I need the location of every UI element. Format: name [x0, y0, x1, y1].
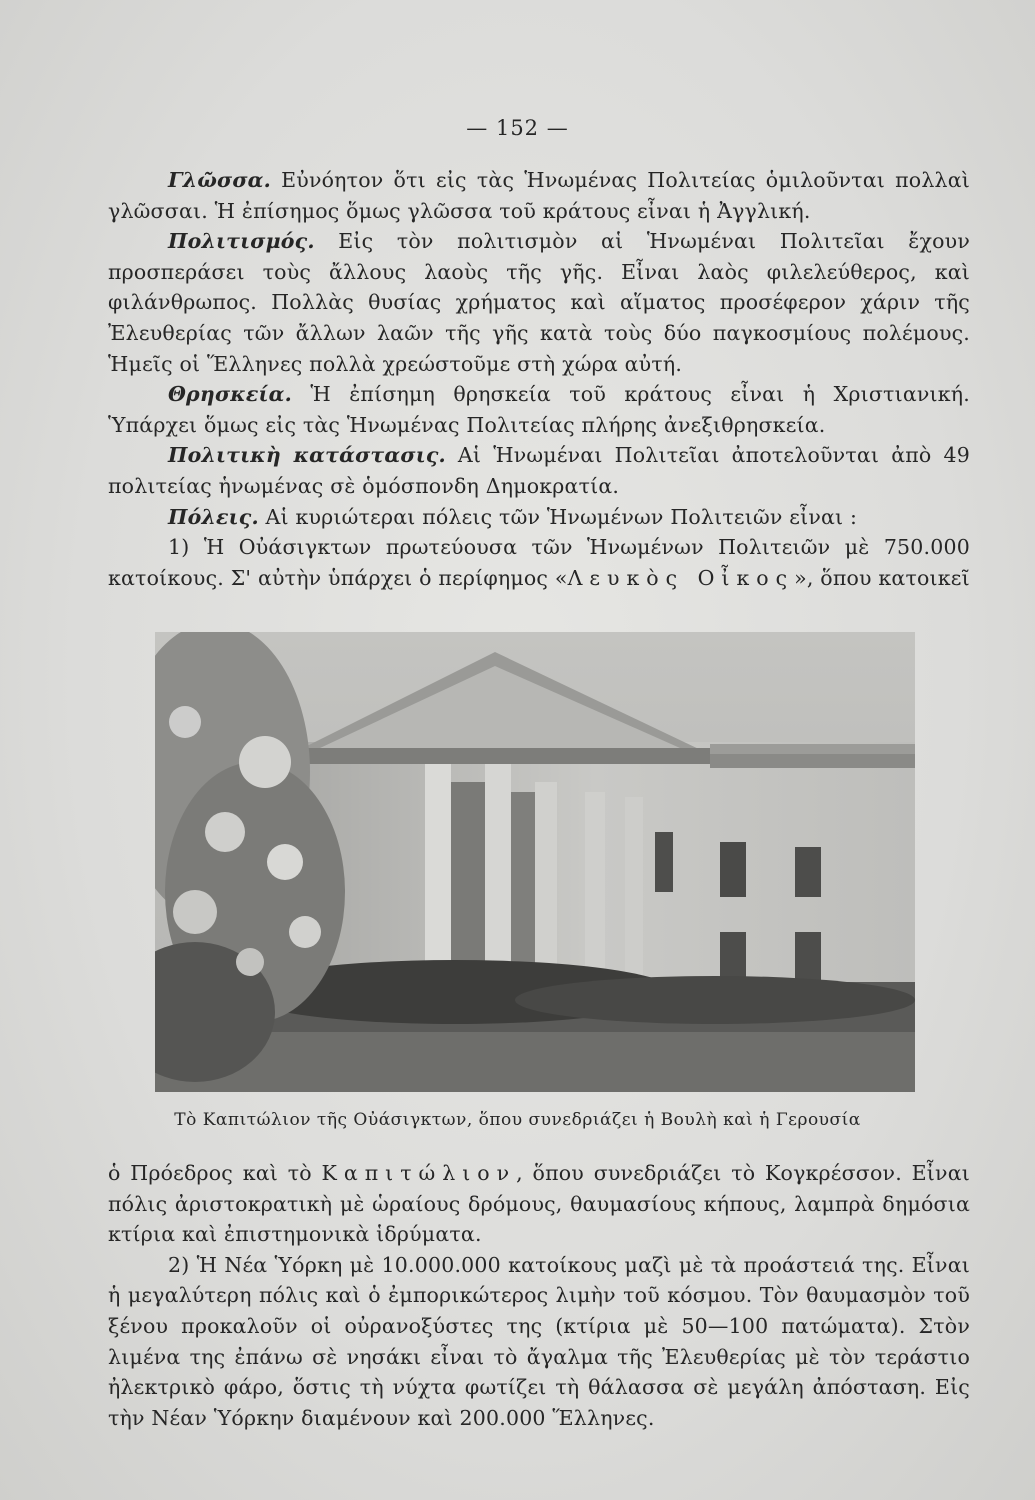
text-cities: Αἱ κυριώτεραι πόλεις τῶν Ἡνωμένων Πολιτειῶν εἶναι : — [258, 504, 858, 529]
text-political-state: Αἱ Ἡνωμέναι Πολιτεῖαι ἀποτελοῦνται ἀπὸ 49 πολιτείας ἡνωμένας σὲ ὁμόσπονδη Δημοκρατία. — [108, 443, 970, 498]
text-capitol: Καπιτώλιον — [321, 1161, 517, 1185]
paragraph-language — [108, 165, 970, 226]
text-continuation-1: ὁ Πρόεδρος καὶ τὸ — [108, 1161, 322, 1185]
heading-civilization: Πολιτισμός. — [168, 229, 315, 254]
page-number: — 152 — — [466, 116, 569, 140]
photo-caption: Τὸ Καπιτώλιον τῆς Οὐάσιγκτων, ὅπου συνεδριάζει ἡ Βουλὴ καὶ ἡ Γερουσία — [174, 1110, 861, 1130]
paragraph-cities — [108, 502, 970, 533]
top-text-block — [108, 165, 970, 593]
capitol-photo — [155, 632, 915, 1092]
text-civilization: Εἰς τὸν πολιτισμὸν αἱ Ἡνωμέναι Πολιτεῖαι ἔχουν προσπεράσει τοὺς ἄλλους λαοὺς τῆς γῆς. Εἶναι λαὸς φιλελεύθερος, καὶ φιλάνθρωπος. Πολλὰς θυσίας χρήματος καὶ αἵματος προσέφερον χάριν τῆς Ἐλευθερίας τῶν ἄλλων λαῶν τῆς γῆς κατὰ τοὺς δύο παγκοσμίους πολέμους. Ἡμεῖς οἱ Ἕλληνες πολλὰ χρεώστοῦμε στὴ χώρα αὐτή. — [108, 229, 970, 376]
text-washington-2: », ὅπου κατοικεῖ — [794, 565, 970, 590]
text-white-house: Λευκὸς Οἶκος — [567, 565, 795, 590]
bottom-text-block — [108, 1158, 970, 1433]
paragraph-religion — [108, 379, 970, 440]
heading-language: Γλῶσσα. — [168, 168, 271, 192]
text-washington-1: 1) Ἡ Οὐάσιγκτων πρωτεύουσα τῶν Ἡνωμένων Πολιτειῶν μὲ 750.000 κατοίκους. Σ' αὐτὴν ὑπάρχει ὁ περίφημος « — [108, 535, 970, 590]
text-continuation-2: , ὅπου συνεδριάζει τὸ Κογκρέσσον. Εἶναι πόλις ἀριστοκρατικὴ μὲ ὡραίους δρόμους, θαυμασίους κήπους, λαμπρὰ δημόσια κτίρια καὶ ἐπιστημονικὰ ἱδρύματα. — [108, 1161, 970, 1247]
heading-cities: Πόλεις. — [168, 504, 259, 529]
paragraph-political-state — [108, 440, 970, 501]
heading-religion: Θρησκεία. — [168, 382, 292, 407]
paragraph-washington — [108, 532, 970, 593]
heading-political-state: Πολιτικὴ κατάστασις. — [168, 443, 446, 468]
capitol-building-image — [155, 632, 915, 1092]
paragraph-continuation — [108, 1158, 970, 1250]
paragraph-civilization — [108, 226, 970, 379]
paragraph-new-york: 2) Ἡ Νέα Ὑόρκη μὲ 10.000.000 κατοίκους μαζὶ μὲ τὰ προάστειά της. Εἶναι ἡ μεγαλύτερη πόλις καὶ ὁ ἐμπορικώτερος λιμὴν τοῦ κόσμου. Τὸν θαυμασμὸν τοῦ ξένου προκαλοῦν οἱ οὐρανοξύστες της (κτίρια μὲ 50—100 πατώματα). Στὸν λιμένα της ἐπάνω σὲ νησάκι εἶναι τὸ ἄγαλμα τῆς Ἐλευθερίας μὲ τὸν τεράστιο ἠλεκτρικὸ φάρο, ὅστις τὴ νύχτα φωτίζει τὴ θάλασσα σὲ μεγάλη ἀπόσταση. Εἰς τὴν Νέαν Ὑόρκην διαμένουν καὶ 200.000 Ἕλληνες. — [108, 1252, 970, 1430]
text-language: Εὐνόητον ὅτι εἰς τὰς Ἡνωμένας Πολιτείας ὁμιλοῦνται πολλαὶ γλῶσσαι. Ἡ ἐπίσημος ὅμως γλῶσσα τοῦ κράτους εἶναι ἡ Ἀγγλική. — [108, 168, 970, 223]
text-religion: Ἡ ἐπίσημη θρησκεία τοῦ κράτους εἶναι ἡ Χριστιανική. Ὑπάρχει ὅμως εἰς τὰς Ἡνωμένας Πολιτείας πλήρης ἀνεξιθρησκεία. — [108, 382, 970, 437]
